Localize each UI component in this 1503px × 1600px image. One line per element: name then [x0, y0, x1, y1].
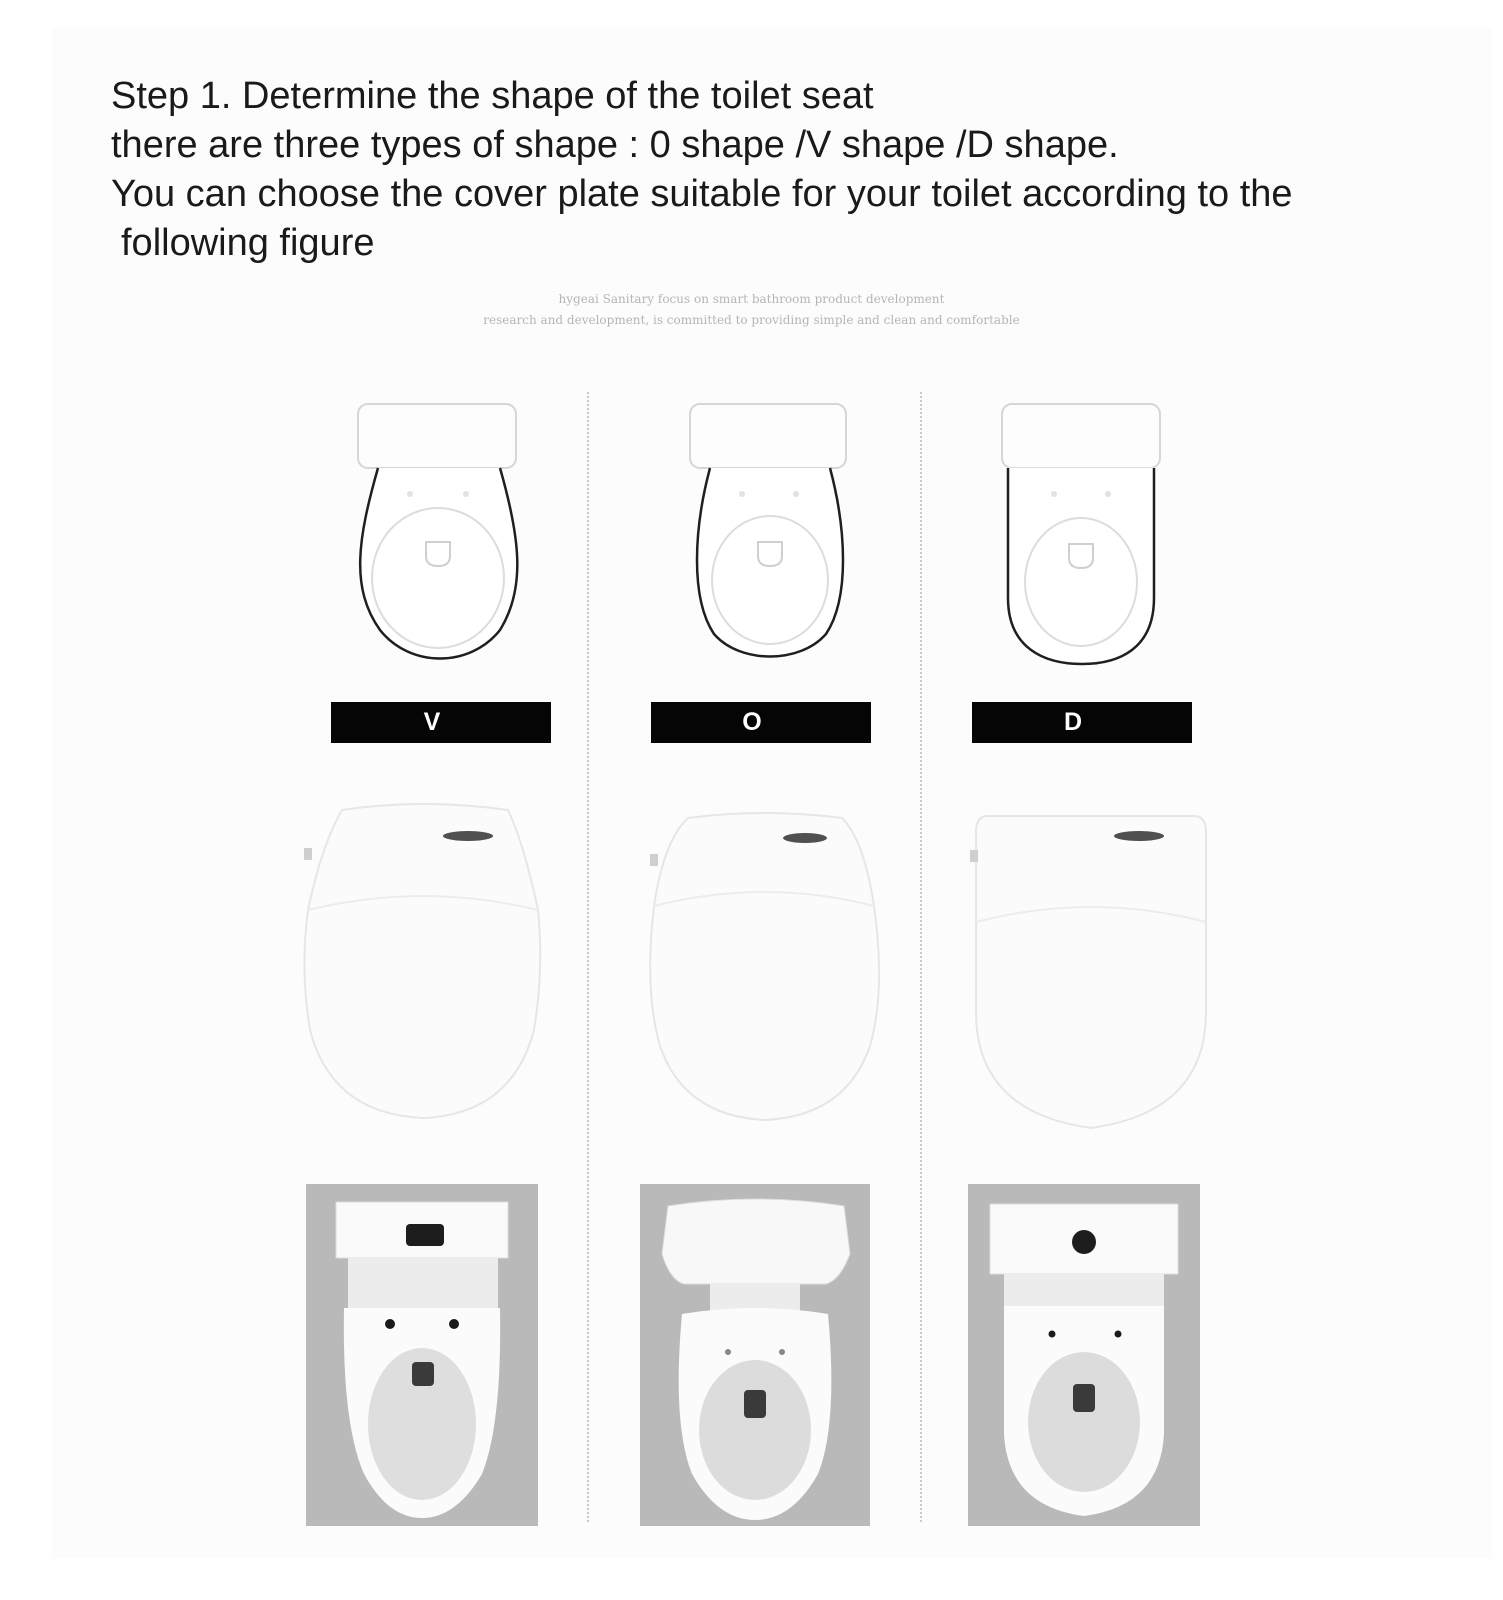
heading-line-2: there are three types of shape : 0 shape /V shape /D shape. — [111, 124, 1119, 166]
brand-tagline — [0, 289, 1503, 331]
tagline-line-2: research and development, is committed to providing simple and clean and comfortable — [483, 313, 1020, 327]
heading-line-3: You can choose the cover plate suitable for your toilet according to the — [111, 173, 1293, 215]
v-shape-label-text: V — [423, 708, 441, 736]
d-shape-cover-plate — [966, 812, 1216, 1132]
d-shape-toilet-sketch — [994, 398, 1174, 668]
tagline-line-1: hygeai Sanitary focus on smart bathroom product development — [558, 292, 945, 306]
o-shape-label-text: O — [742, 708, 762, 736]
v-shape-toilet-sketch — [350, 398, 530, 668]
column-divider-2 — [920, 392, 922, 1522]
d-shape-label-text: D — [1063, 708, 1083, 736]
heading-line-1: Step 1. Determine the shape of the toilet seat — [111, 75, 874, 117]
d-shape-label — [972, 702, 1192, 743]
o-shape-toilet-photo — [640, 1184, 870, 1526]
heading-line-4: following figure — [121, 222, 375, 264]
column-divider-1 — [587, 392, 589, 1522]
v-shape-label — [331, 702, 551, 743]
instruction-heading — [111, 72, 1411, 268]
v-shape-cover-plate — [298, 800, 548, 1122]
v-shape-toilet-photo — [306, 1184, 538, 1526]
o-shape-label — [651, 702, 871, 743]
d-shape-toilet-photo — [968, 1184, 1200, 1526]
o-shape-cover-plate — [640, 810, 890, 1122]
o-shape-toilet-sketch — [680, 398, 860, 668]
